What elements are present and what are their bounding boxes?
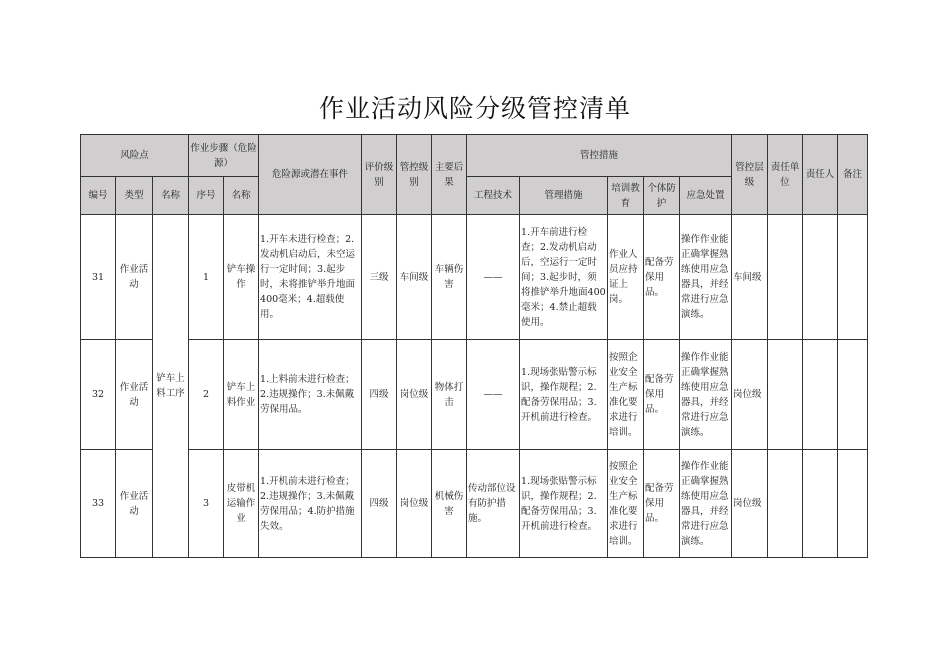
- cell-person: [803, 450, 838, 558]
- cell-ppe: 配备劳保用品。: [644, 340, 680, 450]
- cell-unit: [768, 215, 803, 340]
- cell-control: 岗位级: [397, 450, 432, 558]
- cell-step-name: 铲车上料作业: [224, 340, 259, 450]
- header-eval-level: 评价级别: [362, 135, 397, 215]
- cell-emergency: 操作作业能正确掌握熟练使用应急器具，并经常进行应急演练。: [680, 340, 732, 450]
- header-ppe: 个体防护: [644, 177, 680, 215]
- cell-consequence: 车辆伤害: [432, 215, 467, 340]
- cell-unit: [768, 340, 803, 450]
- cell-seq: 2: [189, 340, 224, 450]
- cell-no: 33: [81, 450, 116, 558]
- header-seq: 序号: [189, 177, 224, 215]
- cell-control: 车间级: [397, 215, 432, 340]
- table-row: [81, 450, 868, 558]
- cell-no: 32: [81, 340, 116, 450]
- cell-remark: [838, 215, 868, 340]
- header-steps: 作业步骤（危险源）: [189, 135, 259, 177]
- cell-step-name: 皮带机运输作业: [224, 450, 259, 558]
- table-row: [81, 340, 868, 450]
- header-training: 培训教育: [608, 177, 644, 215]
- header-management: 管理措施: [520, 177, 608, 215]
- cell-eval: 四级: [362, 340, 397, 450]
- header-no: 编号: [81, 177, 116, 215]
- cell-step-name: 铲车操作: [224, 215, 259, 340]
- cell-management: 1.开车前进行检查；2.发动机启动后，空运行一定时间；3.起步时，须将推铲举升地面400毫米；4.禁止超载使用。: [520, 215, 608, 340]
- header-risk-point: 风险点: [81, 135, 189, 177]
- header-engineering: 工程技术: [467, 177, 520, 215]
- cell-training: 按照企业安全生产标准化要求进行培训。: [608, 340, 644, 450]
- table-row: [81, 215, 868, 340]
- cell-consequence: 机械伤害: [432, 450, 467, 558]
- cell-eval: 四级: [362, 450, 397, 558]
- cell-engineering: 传动部位设有防护措施。: [467, 450, 520, 558]
- header-remark: 备注: [838, 135, 868, 215]
- cell-seq: 3: [189, 450, 224, 558]
- header-main-consequence: 主要后果: [432, 135, 467, 215]
- cell-emergency: 操作作业能正确掌握熟练使用应急器具，并经常进行应急演练。: [680, 215, 732, 340]
- cell-tier: 岗位级: [732, 340, 768, 450]
- cell-emergency: 操作作业能正确掌握熟练使用应急器具，并经常进行应急演练。: [680, 450, 732, 558]
- header-type: 类型: [116, 177, 153, 215]
- cell-training: 按照企业安全生产标准化要求进行培训。: [608, 450, 644, 558]
- cell-ppe: 配备劳保用品。: [644, 215, 680, 340]
- cell-merged-name: 铲车上料工序: [153, 215, 189, 558]
- risk-control-table: [80, 134, 868, 558]
- header-control-level: 管控级别: [397, 135, 432, 215]
- page-title: 作业活动风险分级管控清单: [318, 94, 631, 123]
- header-resp-person: 责任人: [803, 135, 838, 215]
- header-control-measures: 管控措施: [467, 135, 732, 177]
- cell-engineering: ——: [467, 340, 520, 450]
- cell-management: 1.现场张贴警示标识，操作规程；2.配备劳保用品；3.开机前进行检查。: [520, 450, 608, 558]
- cell-remark: [838, 340, 868, 450]
- cell-type: 作业活动: [116, 215, 153, 340]
- cell-consequence: 物体打击: [432, 340, 467, 450]
- cell-hazard: 1.上料前未进行检查；2.违规操作；3.未佩戴劳保用品。: [259, 340, 362, 450]
- cell-eval: 三级: [362, 215, 397, 340]
- header-hazard-event: 危险源或潜在事件: [259, 135, 362, 215]
- cell-training: 作业人员应持证上岗。: [608, 215, 644, 340]
- cell-tier: 车间级: [732, 215, 768, 340]
- cell-hazard: 1.开机前未进行检查；2.违规操作；3.未佩戴劳保用品；4.防护措施失效。: [259, 450, 362, 558]
- header-resp-unit: 责任单位: [768, 135, 803, 215]
- header-emergency: 应急处置: [680, 177, 732, 215]
- cell-control: 岗位级: [397, 340, 432, 450]
- cell-remark: [838, 450, 868, 558]
- cell-seq: 1: [189, 215, 224, 340]
- header-control-tier: 管控层级: [732, 135, 768, 215]
- cell-ppe: 配备劳保用品。: [644, 450, 680, 558]
- cell-tier: 岗位级: [732, 450, 768, 558]
- cell-person: [803, 215, 838, 340]
- cell-management: 1.现场张贴警示标识，操作规程；2.配备劳保用品；3.开机前进行检查。: [520, 340, 608, 450]
- cell-no: 31: [81, 215, 116, 340]
- cell-person: [803, 340, 838, 450]
- cell-engineering: ——: [467, 215, 520, 340]
- cell-unit: [768, 450, 803, 558]
- cell-type: 作业活动: [116, 450, 153, 558]
- header-step-name: 名称: [224, 177, 259, 215]
- cell-hazard: 1.开车未进行检查；2.发动机启动后，未空运行一定时间；3.起步时，未将推铲举升地面400毫米；4.超载使用。: [259, 215, 362, 340]
- header-name: 名称: [153, 177, 189, 215]
- cell-type: 作业活动: [116, 340, 153, 450]
